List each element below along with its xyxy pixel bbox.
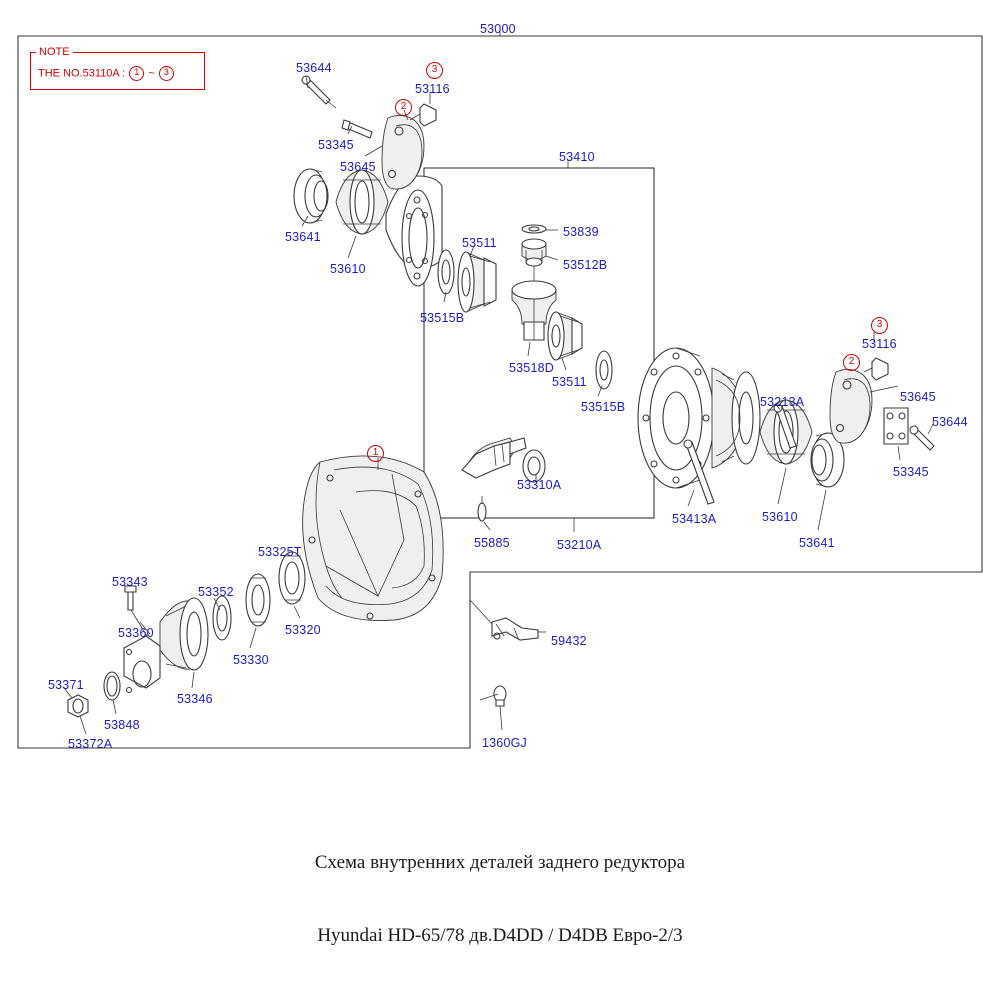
part-53345-bolt-top-left xyxy=(342,120,372,138)
part-label-53320: 53320 xyxy=(285,623,321,637)
part-label-53352: 53352 xyxy=(198,585,234,599)
note-range-separator: ~ xyxy=(148,67,155,80)
part-label-53343: 53343 xyxy=(112,575,148,589)
note-title: NOTE xyxy=(36,46,73,58)
part-label-53345-right: 53345 xyxy=(893,465,929,479)
part-53645-bracket-right xyxy=(830,369,872,443)
part-label-53848: 53848 xyxy=(104,718,140,732)
part-53352-seal xyxy=(213,596,231,640)
part-53839-pin xyxy=(522,225,546,233)
part-label-53000: 53000 xyxy=(480,22,516,36)
part-label-53410: 53410 xyxy=(559,150,595,164)
part-label-53644: 53644 xyxy=(296,61,332,75)
caption-line-1: Схема внутренних деталей заднего редуктора xyxy=(314,852,686,873)
part-label-53213A: 53213A xyxy=(760,395,805,409)
part-1360GJ-plug xyxy=(494,686,506,706)
part-53360-yoke xyxy=(124,636,160,693)
note-range-to: 3 xyxy=(159,66,174,81)
part-label-53641-left: 53641 xyxy=(285,230,321,244)
callout-marker-1-housing: 1 xyxy=(367,445,384,462)
part-label-53346: 53346 xyxy=(177,692,213,706)
part-53848-oring xyxy=(104,672,120,700)
part-label-53515B-upper: 53515B xyxy=(420,311,465,325)
part-53371-nut xyxy=(68,695,88,717)
part-label-53116-right: 53116 xyxy=(862,337,897,351)
part-label-53512B: 53512B xyxy=(563,258,608,272)
part-label-59432: 59432 xyxy=(551,634,587,648)
part-label-53610-right: 53610 xyxy=(762,510,798,524)
part-53210A-ring-gear xyxy=(638,348,714,488)
part-53641-bearing-left xyxy=(294,169,328,223)
part-53610-bearing-left xyxy=(336,170,388,234)
part-53325T-bearing xyxy=(279,552,305,604)
part-53346-flange xyxy=(160,598,208,670)
callout-marker-3-top: 3 xyxy=(426,62,443,79)
part-label-53310A: 53310A xyxy=(517,478,562,492)
part-label-53345: 53345 xyxy=(318,138,354,152)
part-label-53645: 53645 xyxy=(340,160,376,174)
part-53330-spacer xyxy=(246,574,270,626)
part-53515B-washer-lower xyxy=(596,351,612,389)
part-label-53511-lower: 53511 xyxy=(552,375,587,389)
note-line-prefix: THE NO.53110A : xyxy=(38,67,126,80)
callout-marker-3-right: 3 xyxy=(871,317,888,334)
part-label-53839: 53839 xyxy=(563,225,599,239)
part-label-53325T: 53325T xyxy=(258,545,302,559)
part-53116-bolt-right xyxy=(864,358,888,380)
part-label-53372A: 53372A xyxy=(68,737,113,751)
part-53511-side-gear-upper xyxy=(458,252,496,312)
part-53345-plate-right xyxy=(884,408,908,444)
part-label-53644-right: 53644 xyxy=(932,415,968,429)
part-53511-side-gear-lower xyxy=(548,312,582,360)
callout-marker-2-right: 2 xyxy=(843,354,860,371)
part-differential-case-left xyxy=(386,176,442,286)
part-label-53610-left: 53610 xyxy=(330,262,366,276)
part-label-53116: 53116 xyxy=(415,82,450,96)
part-label-53641-right: 53641 xyxy=(799,536,835,550)
part-label-55885: 55885 xyxy=(474,536,510,550)
part-53320-carrier-housing xyxy=(303,456,444,621)
part-label-1360GJ: 1360GJ xyxy=(482,736,527,750)
part-label-53515B-lower: 53515B xyxy=(581,400,626,414)
part-differential-carrier-right xyxy=(712,368,760,468)
part-53512B-spider xyxy=(522,239,546,284)
part-label-53518D: 53518D xyxy=(509,361,554,375)
callout-marker-2-top: 2 xyxy=(395,99,412,116)
part-label-53413A: 53413A xyxy=(672,512,717,526)
part-59432-fork xyxy=(492,618,538,640)
note-range-from: 1 xyxy=(129,66,144,81)
part-label-53371: 53371 xyxy=(48,678,84,692)
caption-line-2: Hyundai HD-65/78 дв.D4DD / D4DB Евро-2/3 xyxy=(317,925,683,946)
note-line xyxy=(38,66,175,81)
part-label-53511-upper: 53511 xyxy=(462,236,497,250)
part-53515B-washer-upper xyxy=(438,250,454,294)
part-label-53645-right: 53645 xyxy=(900,390,936,404)
part-label-53360: 53360 xyxy=(118,626,154,640)
part-label-53330: 53330 xyxy=(233,653,269,667)
part-label-53210A: 53210A xyxy=(557,538,602,552)
